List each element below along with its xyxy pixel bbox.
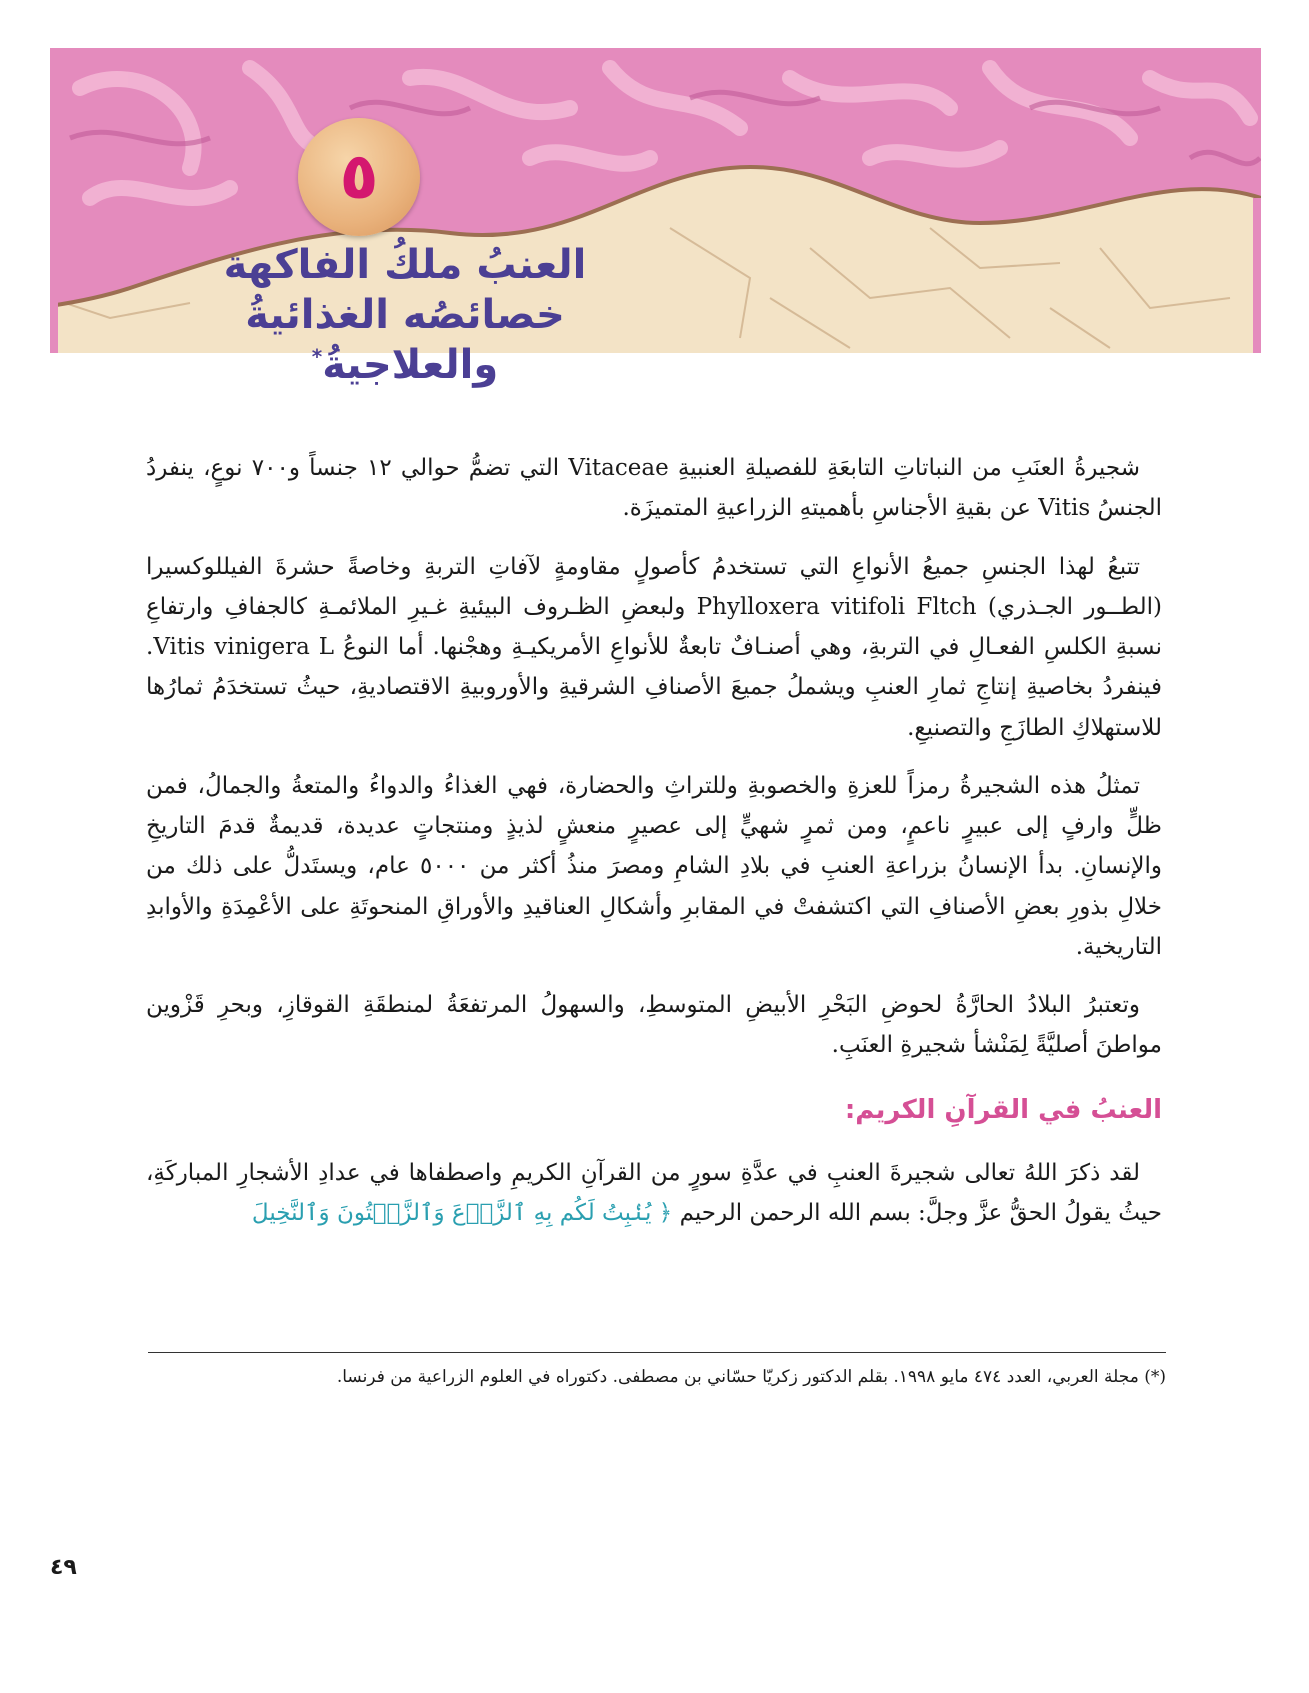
section-heading: العنبُ في القرآنِ الكريم:	[844, 1094, 1162, 1125]
title-line-1: العنبُ ملكُ الفاكهة	[223, 242, 587, 288]
paragraph-1: شجيرةُ العنَبِ من النباتاتِ التابعَةِ للفصيلةِ العنبيةِ Vitaceae التي تضمُّ حوالي ١٢ جنساً و٧٠٠ نوعٍ، ينفردُ الجنسُ Vitis عن بقيةِ الأجناسِ بأهميتهِ الزراعيةِ المتميزَة.	[146, 455, 1162, 522]
section-paragraph	[146, 1153, 1162, 1234]
chapter-number: ٥	[339, 140, 379, 214]
footnote-marker: *	[311, 344, 323, 369]
page-number: ٤٩	[50, 1555, 77, 1580]
footnote: (*) مجلة العربي، العدد ٤٧٤ مايو ١٩٩٨. بقلم الدكتور زكريّا حسّاني بن مصطفى. دكتوراه في العلوم الزراعية من فرنسا.	[336, 1367, 1166, 1387]
section-paragraph-text: لقد ذكرَ اللهُ تعالى شجيرةَ العنبِ في عدَّةِ سورٍ من القرآنِ الكريمِ واصطفاها في عدادِ الأشجارِ المباركَةِ، حيثُ يقولُ الحقُّ عزَّ وجلَّ: بسم الله الرحمن الرحيم	[146, 1160, 1162, 1227]
paragraph-4: وتعتبرُ البلادُ الحارَّةُ لحوضِ البَحْرِ الأبيضِ المتوسطِ، والسهولُ المرتفعَةُ لمنطقَةِ القوقازِ، وبحرِ قَزْوين مواطنَ أصليَّةً لِمَنْشأ شجيرةِ العنَبِ.	[146, 992, 1162, 1059]
title-line-2	[180, 290, 630, 390]
paragraph-3: تمثلُ هذه الشجيرةُ رمزاً للعزةِ والخصوبةِ وللتراثِ والحضارة، فهي الغذاءُ والدواءُ والمتعةُ والجمالُ، فمن ظلٍّ وارفٍ إلى عبيرٍ ناعمٍ، ومن ثمرٍ شهيٍّ إلى عصيرٍ منعشٍ لذيذٍ ومنتجاتٍ عديدة، قديمةٌ قدمَ التاريخِ والإنسانِ. بدأ الإنسانُ بزراعةِ العنبِ في بلادِ الشامِ ومصرَ منذُ أكثر من ٥٠٠٠ عام، ويستَدلُّ على ذلك من خلالِ بذورِ بعضِ الأصنافِ التي اكتشفتْ في المقابرِ وأشكالِ العناقيدِ والأوراقِ المنحوتَةِ على الأعْمِدَةِ والأوابدِ التاريخية.	[146, 772, 1163, 960]
title-line-2-text: خصائصُه الغذائيةُ والعلاجيةُ	[245, 292, 565, 388]
article-body	[146, 448, 1162, 1252]
chapter-title	[180, 240, 630, 390]
quran-verse: ﴿ يُنۢبِتُ لَكُم بِهِ ٱلزَّرۡعَ وَٱلزَّيۡتُونَ وَٱلنَّخِيلَ	[251, 1200, 673, 1227]
footnote-divider	[148, 1352, 1166, 1353]
paragraph-2: تتبعُ لهذا الجنسِ جميعُ الأنواعِ التي تستخدمُ كأصولٍ مقاومةٍ لآفاتِ التربةِ وخاصةً حشرةَ الفيللوكسيرا (الطــور الجـذري) Phylloxera vitifoli Fltch ولبعضِ الظـروف البيئيةِ غـيرِ الملائمـةِ كالجفافِ وارتفاعِ نسبةِ الكلسِ الفعـالِ في التربةِ، وهي أصنـافٌ تابعةٌ للأنواعِ الأمريكيـةِ وهجْنها. أما النوعُ Vitis vinigera L. فينفردُ بخاصيةِ إنتاجِ ثمارِ العنبِ ويشملُ جميعَ الأصنافِ الشرقيةِ والأوروبيةِ الاقتصاديةِ، حيثُ تستخدَمُ ثمارُها للاستهلاكِ الطازَجِ والتصنيعِ.	[146, 553, 1163, 741]
chapter-number-badge	[298, 118, 420, 236]
